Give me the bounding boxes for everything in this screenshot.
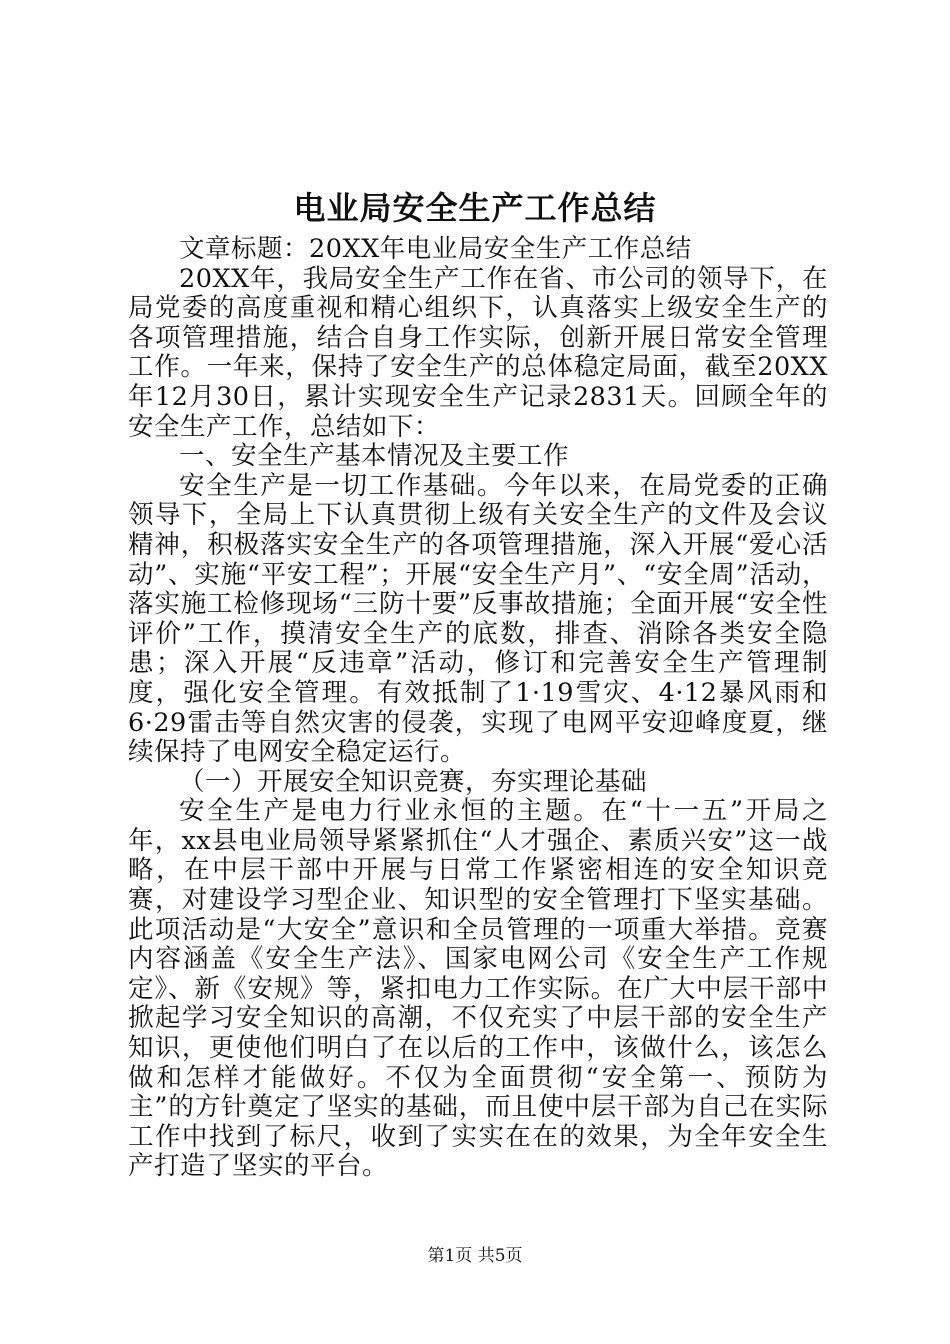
section-paragraph: 安全生产是一切工作基础。今年以来，在局党委的正确领导下，全局上下认真贯彻上级有关安全生产的文件及会议精神，积极落实安全生产的各项管理措施，深入开展“爱心活动”、实施“平安工程”；开展“安全生产月”、“安全周”活动，落实施工检修现场“三防十要”反事故措施；全面开展“安全性评价”工作，摸清安全生产的底数，排查、消除各类安全隐患；深入开展“反违章”活动，修订和完善安全生产管理制度，强化安全管理。有效抵制了1·19雪灾、4·12暴风雨和6·29雷击等自然灾害的侵袭，实现了电网平安迎峰度夏，继续保持了电网安全稳定运行。 [128, 470, 828, 768]
page-footer: 第1页 共5页 [427, 1246, 523, 1266]
subsection-paragraph: 安全生产是电力行业永恒的主题。在“十一五”开局之年，xx县电业局领导紧紧抓住“人才强企、素质兴安”这一战略，在中层干部中开展与日常工作紧密相连的安全知识竞赛，对建设学习型企业、知识型的安全管理打下坚实基础。此项活动是“大安全”意识和全员管理的一项重大举措。竞赛内容涵盖《安全生产法》、国家电网公司《安全生产工作规定》、新《安规》等，紧扣电力工作实际。在广大中层干部中掀起学习安全知识的高潮，不仅充实了中层干部的安全生产知识，更使他们明白了在以后的工作中，该做什么，该怎么做和怎样才能做好。不仅为全面贯彻“安全第一、预防为主”的方针奠定了坚实的基础，而且使中层干部为自己在实际工作中找到了标尺，收到了实实在在的效果，为全年安全生产打造了坚实的平台。 [128, 796, 828, 1182]
document-title: 电业局安全生产工作总结 [293, 189, 657, 227]
article-title-line: 文章标题：20XX年电业局安全生产工作总结 [179, 234, 692, 264]
intro-paragraph: 20XX年，我局安全生产工作在省、市公司的领导下，在局党委的高度重视和精心组织下，认真落实上级安全生产的各项管理措施，结合自身工作实际，创新开展日常安全管理工作。一年来，保持了安全生产的总体稳定局面，截至20XX年12月30日，累计实现安全生产记录2831天。回顾全年的安全生产工作，总结如下： [128, 263, 828, 442]
subsection-heading: （一）开展安全知识竞赛，夯实理论基础 [179, 766, 648, 797]
section-heading: 一、安全生产基本情况及主要工作 [179, 441, 570, 472]
document-body [128, 235, 828, 1182]
